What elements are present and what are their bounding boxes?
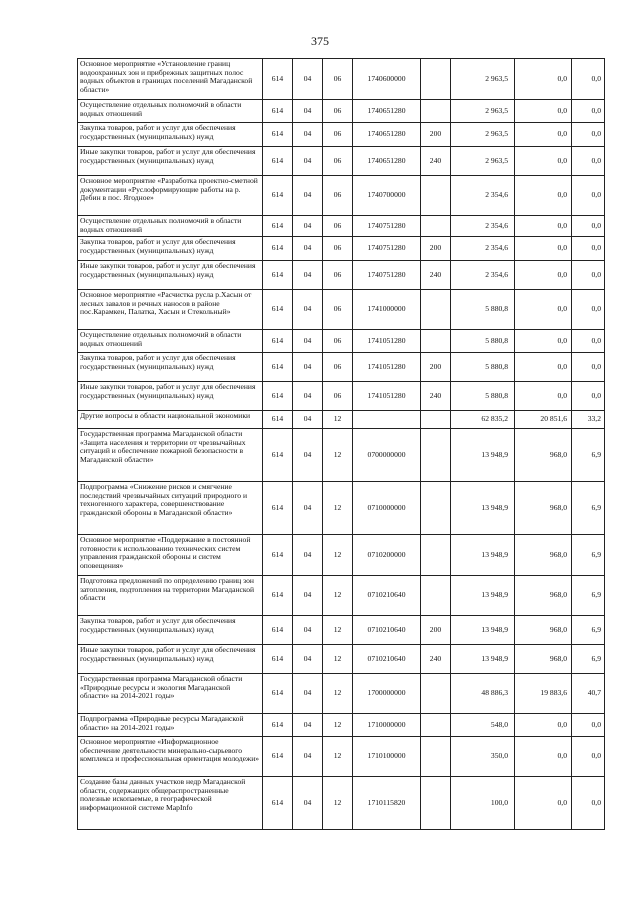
code-vr [421,411,451,429]
code-vr: 200 [421,237,451,261]
code-rz: 04 [293,147,323,176]
execution-percent: 40,7 [572,674,605,714]
row-name: Иные закупки товаров, работ и услуг для обеспечения государственных (муниципальных) нужд [78,382,263,411]
execution-percent: 0,0 [572,176,605,216]
code-rz: 04 [293,261,323,290]
code-ved: 614 [263,147,293,176]
amount-approved: 5 880,8 [451,330,515,353]
amount-approved: 2 963,5 [451,100,515,123]
code-pr: 12 [323,737,353,777]
execution-percent: 0,0 [572,100,605,123]
code-rz: 04 [293,330,323,353]
amount-executed: 968,0 [515,535,572,576]
code-pr: 06 [323,330,353,353]
code-csr: 1741051280 [353,330,421,353]
code-ved: 614 [263,714,293,737]
code-csr: 1740651280 [353,100,421,123]
code-pr: 06 [323,261,353,290]
execution-percent: 0,0 [572,353,605,382]
code-vr [421,176,451,216]
amount-executed: 0,0 [515,100,572,123]
row-name: Осуществление отдельных полномочий в области водных отношений [78,100,263,123]
row-name: Иные закупки товаров, работ и услуг для обеспечения государственных (муниципальных) нужд [78,147,263,176]
execution-percent: 0,0 [572,123,605,147]
code-vr [421,59,451,100]
amount-executed: 0,0 [515,147,572,176]
code-csr: 0710200000 [353,535,421,576]
code-csr: 1710115820 [353,777,421,830]
code-ved: 614 [263,330,293,353]
code-ved: 614 [263,290,293,330]
page-number: 375 [311,34,329,48]
code-ved: 614 [263,777,293,830]
row-name: Основное мероприятие «Поддержание в постоянной готовности к использованию технических систем управления гражданской обороны и систем оповещения» [78,535,263,576]
table-row [78,777,605,830]
row-name: Другие вопросы в области национальной экономики [78,411,263,429]
code-ved: 614 [263,100,293,123]
code-vr: 240 [421,645,451,674]
code-pr: 06 [323,100,353,123]
execution-percent: 6,9 [572,535,605,576]
amount-approved: 13 948,9 [451,576,515,616]
code-rz: 04 [293,645,323,674]
amount-executed: 0,0 [515,176,572,216]
amount-executed: 0,0 [515,777,572,830]
code-csr: 0700000000 [353,429,421,482]
code-pr: 12 [323,429,353,482]
execution-percent: 0,0 [572,216,605,237]
code-vr [421,100,451,123]
amount-approved: 2 963,5 [451,123,515,147]
table-row [78,429,605,482]
code-vr: 240 [421,147,451,176]
amount-executed: 0,0 [515,237,572,261]
code-csr: 1741051280 [353,353,421,382]
code-rz: 04 [293,411,323,429]
code-ved: 614 [263,576,293,616]
code-csr: 0710000000 [353,482,421,535]
execution-percent: 0,0 [572,714,605,737]
execution-percent: 0,0 [572,237,605,261]
code-rz: 04 [293,237,323,261]
table-row [78,411,605,429]
amount-executed: 0,0 [515,261,572,290]
code-vr [421,482,451,535]
amount-executed: 0,0 [515,290,572,330]
amount-executed: 0,0 [515,714,572,737]
code-rz: 04 [293,616,323,645]
table-row [78,714,605,737]
code-vr: 200 [421,123,451,147]
amount-approved: 2 963,5 [451,59,515,100]
code-pr: 06 [323,290,353,330]
code-rz: 04 [293,777,323,830]
code-pr: 06 [323,176,353,216]
amount-executed: 0,0 [515,216,572,237]
amount-approved: 13 948,9 [451,645,515,674]
row-name: Закупка товаров, работ и услуг для обеспечения государственных (муниципальных) нужд [78,353,263,382]
code-rz: 04 [293,429,323,482]
execution-percent: 0,0 [572,382,605,411]
code-pr: 06 [323,59,353,100]
amount-executed: 0,0 [515,382,572,411]
code-pr: 06 [323,123,353,147]
amount-approved: 13 948,9 [451,482,515,535]
table-row [78,147,605,176]
code-rz: 04 [293,535,323,576]
code-ved: 614 [263,429,293,482]
code-pr: 12 [323,482,353,535]
code-csr: 1710100000 [353,737,421,777]
row-name: Осуществление отдельных полномочий в области водных отношений [78,330,263,353]
table-row [78,674,605,714]
code-ved: 614 [263,482,293,535]
amount-approved: 5 880,8 [451,353,515,382]
code-vr [421,429,451,482]
execution-percent: 0,0 [572,290,605,330]
code-csr: 1740600000 [353,59,421,100]
code-ved: 614 [263,737,293,777]
code-ved: 614 [263,261,293,290]
amount-approved: 2 354,6 [451,216,515,237]
table-row [78,382,605,411]
code-vr [421,290,451,330]
code-pr: 12 [323,714,353,737]
row-name: Закупка товаров, работ и услуг для обеспечения государственных (муниципальных) нужд [78,237,263,261]
code-ved: 614 [263,382,293,411]
code-ved: 614 [263,645,293,674]
code-ved: 614 [263,353,293,382]
execution-percent: 6,9 [572,576,605,616]
row-name: Государственная программа Магаданской области «Природные ресурсы и экология Магаданской области» на 2014-2021 годы» [78,674,263,714]
row-name: Иные закупки товаров, работ и услуг для обеспечения государственных (муниципальных) нужд [78,645,263,674]
code-pr: 12 [323,674,353,714]
row-name: Подпрограмма «Природные ресурсы Магаданской области» на 2014-2021 годы» [78,714,263,737]
table-row [78,59,605,100]
code-csr: 0710210640 [353,576,421,616]
table-row [78,261,605,290]
amount-approved: 2 354,6 [451,237,515,261]
amount-executed: 968,0 [515,429,572,482]
amount-approved: 2 963,5 [451,147,515,176]
amount-executed: 0,0 [515,737,572,777]
code-vr [421,535,451,576]
code-vr: 200 [421,353,451,382]
code-vr: 240 [421,261,451,290]
code-rz: 04 [293,674,323,714]
code-pr: 12 [323,616,353,645]
execution-percent: 0,0 [572,777,605,830]
table-row [78,737,605,777]
amount-executed: 968,0 [515,616,572,645]
code-rz: 04 [293,176,323,216]
row-name: Создание базы данных участков недр Магаданской области, содержащих общераспространенные полезные ископаемые, в географической информационной системе MapInfo [78,777,263,830]
row-name: Подпрограмма «Снижение рисков и смягчение последствий чрезвычайных ситуаций природного и техногенного характера, совершенствование гражданской обороны в Магаданской области» [78,482,263,535]
code-rz: 04 [293,353,323,382]
code-csr: 1741000000 [353,290,421,330]
amount-approved: 100,0 [451,777,515,830]
table-row [78,616,605,645]
code-pr: 12 [323,645,353,674]
code-vr [421,737,451,777]
code-rz: 04 [293,100,323,123]
execution-percent: 0,0 [572,59,605,100]
row-name: Основное мероприятие «Информационное обеспечение деятельности минерально-сырьевого комплекса и профессиональная ориентация молодежи» [78,737,263,777]
code-csr: 1740700000 [353,176,421,216]
code-pr: 06 [323,147,353,176]
row-name: Основное мероприятие «Установление границ водоохранных зон и прибрежных защитных полос водных объектов в границах поселений Магаданской области» [78,59,263,100]
code-ved: 614 [263,237,293,261]
code-csr: 0710210640 [353,645,421,674]
code-vr: 240 [421,382,451,411]
execution-percent: 6,9 [572,429,605,482]
execution-percent: 6,9 [572,616,605,645]
row-name: Закупка товаров, работ и услуг для обеспечения государственных (муниципальных) нужд [78,616,263,645]
code-csr: 1741051280 [353,382,421,411]
row-name: Основное мероприятие «Разработка проектно-сметной документации «Руслоформирующие работы на р. Дебин в пос. Ягодное» [78,176,263,216]
execution-percent: 6,9 [572,482,605,535]
code-vr [421,674,451,714]
amount-approved: 48 886,3 [451,674,515,714]
code-vr [421,216,451,237]
table-row [78,535,605,576]
code-ved: 614 [263,674,293,714]
code-vr [421,330,451,353]
code-vr: 200 [421,616,451,645]
amount-approved: 13 948,9 [451,616,515,645]
table-row [78,216,605,237]
code-csr: 1710000000 [353,714,421,737]
amount-approved: 2 354,6 [451,176,515,216]
amount-executed: 19 883,6 [515,674,572,714]
code-ved: 614 [263,616,293,645]
table-row [78,237,605,261]
code-rz: 04 [293,216,323,237]
table-row [78,576,605,616]
execution-percent: 6,9 [572,645,605,674]
table-row [78,290,605,330]
code-rz: 04 [293,576,323,616]
code-csr: 1700000000 [353,674,421,714]
execution-percent: 0,0 [572,261,605,290]
row-name: Иные закупки товаров, работ и услуг для обеспечения государственных (муниципальных) нужд [78,261,263,290]
code-ved: 614 [263,59,293,100]
code-pr: 12 [323,777,353,830]
code-vr [421,714,451,737]
code-ved: 614 [263,123,293,147]
code-csr: 1740751280 [353,237,421,261]
row-name: Осуществление отдельных полномочий в области водных отношений [78,216,263,237]
code-csr: 1740751280 [353,261,421,290]
code-rz: 04 [293,737,323,777]
execution-percent: 0,0 [572,737,605,777]
amount-executed: 0,0 [515,59,572,100]
code-rz: 04 [293,482,323,535]
code-pr: 12 [323,411,353,429]
amount-executed: 968,0 [515,576,572,616]
code-pr: 06 [323,382,353,411]
code-csr: 1740751280 [353,216,421,237]
amount-executed: 0,0 [515,353,572,382]
table-row [78,330,605,353]
amount-executed: 0,0 [515,123,572,147]
row-name: Основное мероприятие «Расчистка русла р.Хасын от лесных завалов и речных наносов в районе пос.Карамкен, Палатка, Хасын и Стекольный» [78,290,263,330]
execution-percent: 0,0 [572,147,605,176]
amount-executed: 968,0 [515,645,572,674]
amount-executed: 968,0 [515,482,572,535]
execution-percent: 0,0 [572,330,605,353]
code-rz: 04 [293,382,323,411]
code-rz: 04 [293,59,323,100]
row-name: Подготовка предложений по определению границ зон затопления, подтопления на территории Магаданской области [78,576,263,616]
code-csr: 0710210640 [353,616,421,645]
amount-approved: 13 948,9 [451,535,515,576]
table-row [78,482,605,535]
code-vr [421,576,451,616]
code-ved: 614 [263,216,293,237]
table-row [78,100,605,123]
code-ved: 614 [263,176,293,216]
amount-approved: 548,0 [451,714,515,737]
code-csr [353,411,421,429]
amount-approved: 5 880,8 [451,382,515,411]
table-row [78,353,605,382]
table-body [78,59,605,830]
row-name: Государственная программа Магаданской области «Защита населения и территории от чрезвычайных ситуаций и обеспечение пожарной безопасности в Магаданской области» [78,429,263,482]
code-pr: 06 [323,237,353,261]
table-row [78,645,605,674]
code-ved: 614 [263,535,293,576]
code-csr: 1740651280 [353,147,421,176]
code-pr: 12 [323,535,353,576]
amount-executed: 0,0 [515,330,572,353]
code-pr: 06 [323,353,353,382]
row-name: Закупка товаров, работ и услуг для обеспечения государственных (муниципальных) нужд [78,123,263,147]
code-pr: 06 [323,216,353,237]
amount-approved: 2 354,6 [451,261,515,290]
code-pr: 12 [323,576,353,616]
table-row [78,176,605,216]
table-row [78,123,605,147]
code-vr [421,777,451,830]
execution-percent: 33,2 [572,411,605,429]
code-ved: 614 [263,411,293,429]
budget-table [77,58,605,830]
code-rz: 04 [293,714,323,737]
amount-executed: 20 851,6 [515,411,572,429]
amount-approved: 13 948,9 [451,429,515,482]
amount-approved: 62 835,2 [451,411,515,429]
code-rz: 04 [293,123,323,147]
amount-approved: 5 880,8 [451,290,515,330]
code-csr: 1740651280 [353,123,421,147]
amount-approved: 350,0 [451,737,515,777]
code-rz: 04 [293,290,323,330]
